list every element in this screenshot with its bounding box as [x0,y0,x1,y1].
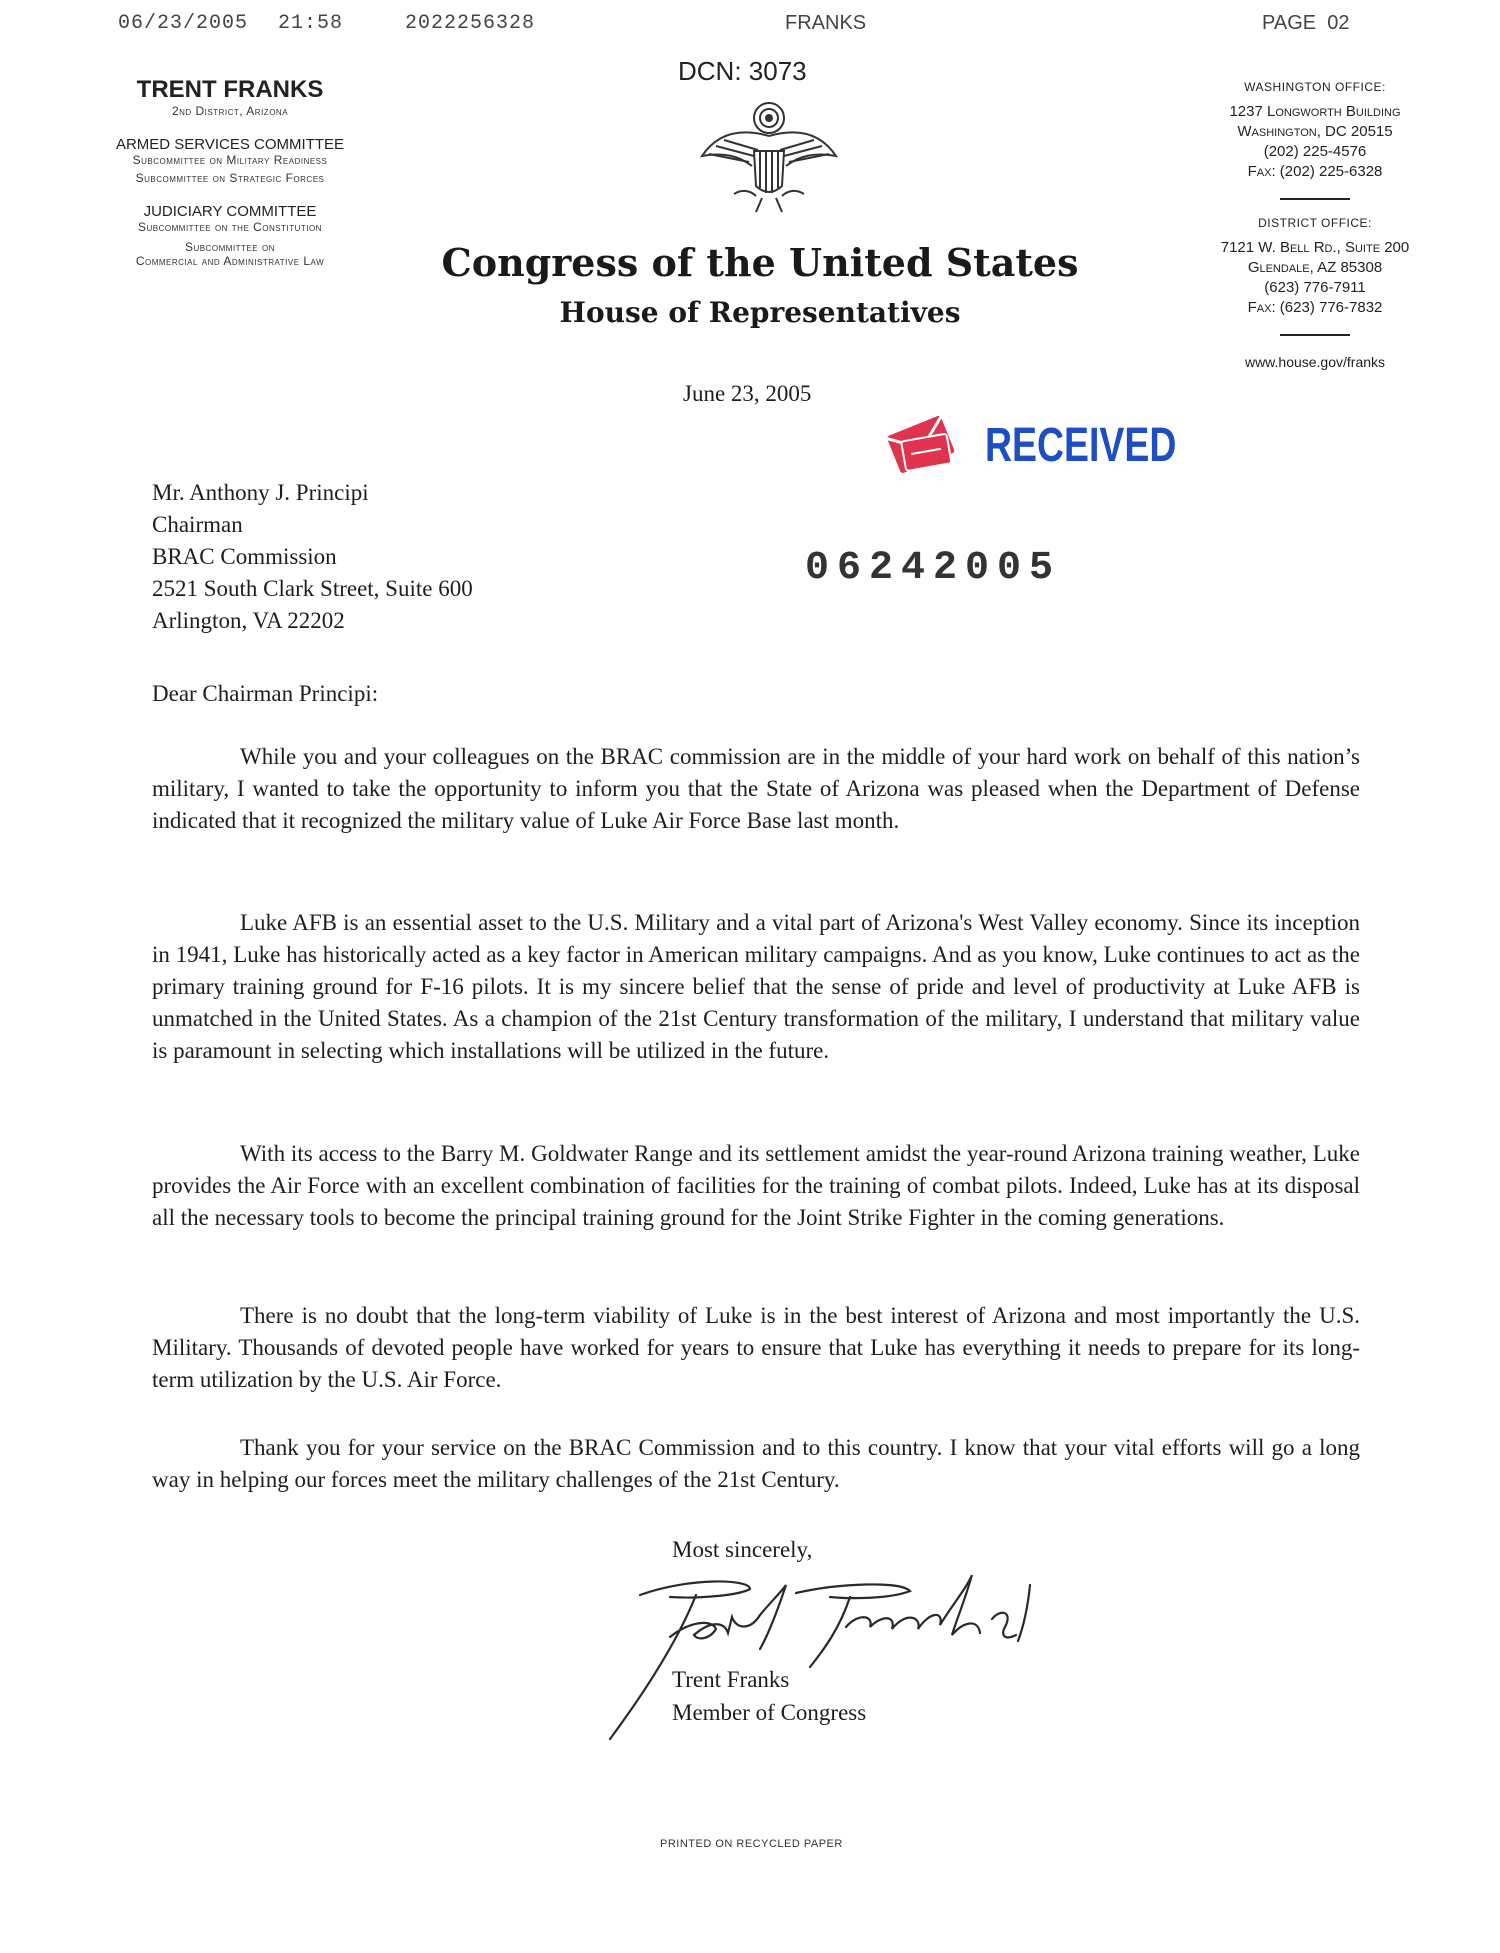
body-paragraph [152,1300,1360,1396]
recycled-paper-note: PRINTED ON RECYCLED PAPER [660,1838,843,1850]
fax-page: PAGE 02 [1262,12,1350,34]
fax-line: Fax: (202) 225-6328 [1247,163,1383,180]
received-stamp: RECEIVED [985,419,1177,472]
letter-date: June 23, 2005 [683,381,812,406]
envelope-stamp-icon [882,412,962,478]
phone-line: (623) 776-7911 [1264,279,1366,296]
body-paragraph [152,907,1360,1067]
subcommittee-line: Commercial and Administrative Law [135,254,325,268]
body-paragraph [152,741,1360,837]
fax-sender: FRANKS [785,12,867,34]
subcommittee-line: Subcommittee on [185,240,275,254]
recipient-line: Mr. Anthony J. Principi [152,480,369,505]
subcommittee-line: Subcommittee on the Constitution [138,220,322,234]
letterhead-title: Congress of the United States [441,240,1079,285]
washington-office-label: WASHINGTON OFFICE: [1244,80,1386,94]
address-line: Washington, DC 20515 [1237,123,1393,140]
paragraph-text: While you and your colleagues on the BRAC commission are in the middle of your hard work on behalf of this nation’s military, I wanted to take the opportunity to inform you that the State of Arizona was pleased when the Department of Defense indicated that it recognized the military value of Luke Air Force Base last month. [152,744,1360,833]
address-line: Glendale, AZ 85308 [1247,259,1383,276]
signer-name: Trent Franks [672,1667,790,1692]
paragraph-text: With its access to the Barry M. Goldwater Range and its settlement amidst the year-round Arizona training weather, Luke provides the Air Force with an excellent combination of facilities for the training of combat pilots. Indeed, Luke has at its disposal all the necessary tools to become the principal training ground for the Joint Strike Fighter in the coming generations. [152,1141,1360,1230]
valediction: Most sincerely, [672,1537,813,1562]
paragraph-text: Luke AFB is an essential asset to the U.S. Military and a vital part of Arizona's West Valley economy. Since its inception in 1941, Luke has historically acted as a key factor in American military campaigns. And as you know, Luke continues to act as the primary training ground for F-16 pilots. It is my sincere belief that the sense of pride and level of productivity at Luke AFB is unmatched in the United States. As a champion of the 21st Century transformation of the military, I understand that military value is paramount in selecting which installations will be utilized in the future. [152,910,1360,1063]
address-line: 7121 W. Bell Rd., Suite 200 [1220,239,1410,256]
body-paragraph [152,1432,1360,1496]
member-name: TRENT FRANKS [136,76,324,103]
eagle-seal-icon [694,96,844,216]
recipient-address [152,477,473,637]
website-link[interactable]: www.house.gov/franks [1244,354,1386,370]
subcommittee-line: Subcommittee on Military Readiness [132,153,328,167]
fax-time: 21:58 [278,12,344,35]
recipient-line: Chairman [152,512,243,537]
recipient-line: Arlington, VA 22202 [152,608,345,633]
body-paragraph [152,1138,1360,1234]
fax-date: 06/23/2005 [118,12,249,35]
recipient-line: 2521 South Clark Street, Suite 600 [152,576,473,601]
member-district: 2nd District, Arizona [171,104,289,118]
paragraph-text: There is no doubt that the long-term viability of Luke is in the best interest of Arizona and most importantly the U.S. Military. Thousands of devoted people have worked for years to ensure that Luke has everything it needs to prepare for its long-term utilization by the U.S. Air Force. [152,1303,1360,1392]
letterhead-right [1180,80,1450,372]
signer-title: Member of Congress [672,1700,867,1725]
phone-line: (202) 225-4576 [1263,143,1367,160]
divider [1280,198,1350,200]
address-line: 1237 Longworth Building [1229,103,1401,120]
divider [1280,334,1350,336]
fax-number: 2022256328 [405,12,536,35]
committee-judiciary: JUDICIARY COMMITTEE [143,203,317,220]
subcommittee-line: Subcommittee on Strategic Forces [135,171,325,185]
district-office-label: DISTRICT OFFICE: [1258,216,1372,230]
letterhead-subtitle: House of Representatives [559,296,961,329]
dcn-label: DCN: 3073 [678,56,807,86]
received-date-stamp: 06242005 [805,546,1062,591]
salutation: Dear Chairman Principi: [152,681,379,706]
fax-line: Fax: (623) 776-7832 [1247,299,1383,316]
letterhead-left [80,76,380,268]
committee-armed-services: ARMED SERVICES COMMITTEE [115,136,345,153]
recipient-line: BRAC Commission [152,544,337,569]
paragraph-text: Thank you for your service on the BRAC Commission and to this country. I know that your vital efforts will go a long way in helping our forces meet the military challenges of the 21st Century. [152,1435,1360,1492]
